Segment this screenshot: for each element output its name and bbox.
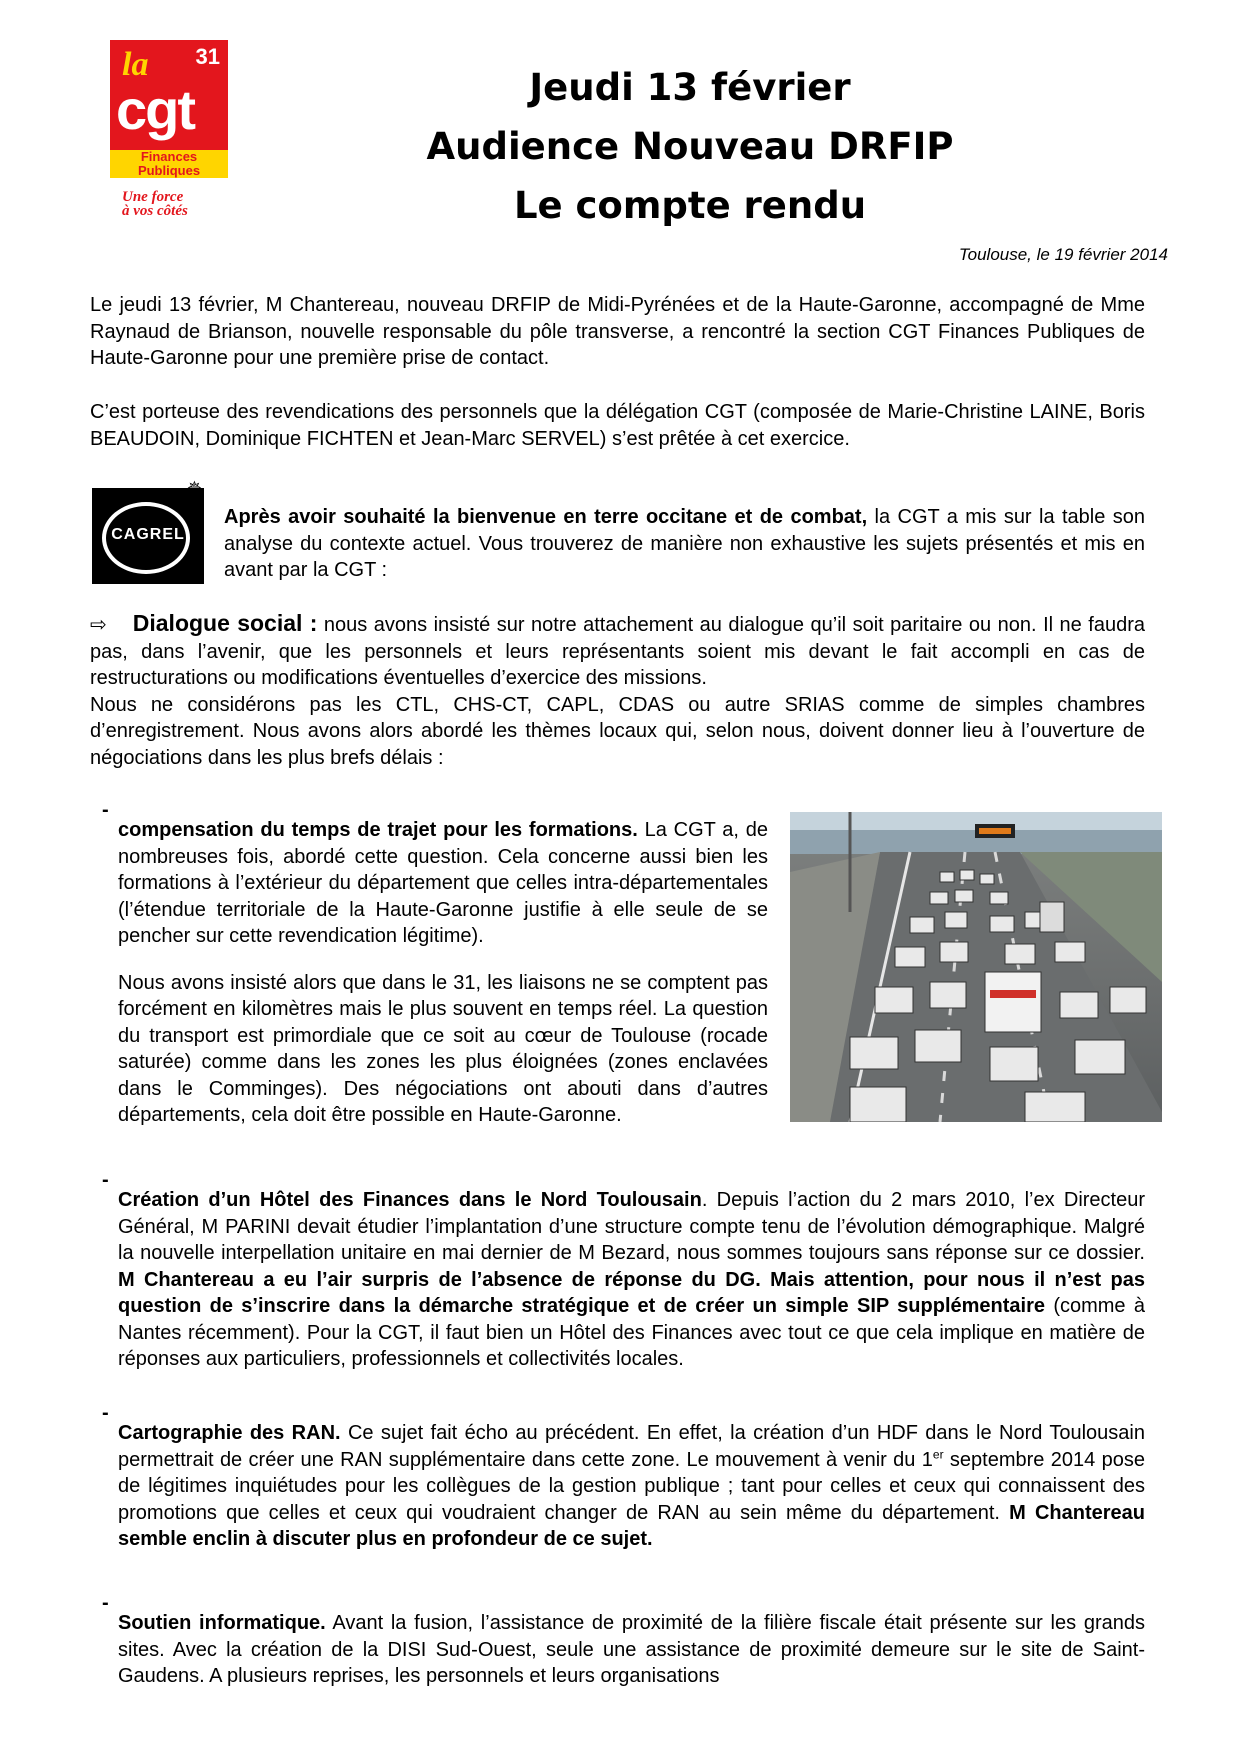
bullet-cartographie-ran xyxy=(102,1400,1146,1573)
bullet2-bold2: M Chantereau a eu l’air surpris de l’absence de réponse du DG. Mais attention, pour nous il n’est pas question de s’inscrire dans la démarche stratégique et de créer un simple SIP supplémentaire xyxy=(118,1268,1145,1317)
bullet4-text: Avant la fusion, l’assistance de proximité de la filière fiscale était présente sur les grands sites. Avec la création de la DISI Sud-Ouest, seule une assistance de proximité demeure sur le site de Saint-Gaudens. A plusieurs reprises, les personnels et leurs organisations xyxy=(118,1612,1145,1687)
cagrel-emblem xyxy=(92,478,204,584)
bullet2-text1: . Depuis l’action du 2 mars 2010, l’ex Directeur Général, M PARINI devait étudier l’implantation d’une structure compte tenu de l’évolution démographique. Malgré la nouvelle interpellation unitaire en mai dernier de M Bezard, nous sommes toujours sans réponse sur ce dossier. xyxy=(118,1189,1146,1264)
dialogue-social-section xyxy=(90,610,1145,771)
logo-la: la xyxy=(122,46,149,83)
bullet4-heading: Soutien informatique. xyxy=(118,1612,326,1634)
bullet-dash: - xyxy=(102,1402,109,1424)
tagline-line1: Une force xyxy=(122,189,184,205)
bullet1-heading: compensation du temps de trajet pour les formations. xyxy=(118,819,638,841)
dialogue-text-1: nous avons insisté sur notre attachement au dialogue qu’il soit paritaire ou non. Il ne faudra pas, dans l’avenir, que les personnels et leurs représentants soient mis devant le fait accompli en cas de restructurations ou modifications éventuelles d’exercice des missions. xyxy=(90,614,1145,689)
occitan-cross-icon: ✵ xyxy=(186,478,202,498)
title-line2: Audience Nouveau DRFIP xyxy=(426,125,954,168)
bullet2-heading: Création d’un Hôtel des Finances dans le Nord Toulousain xyxy=(118,1189,702,1211)
title-line1: Jeudi 13 février xyxy=(529,66,851,109)
logo-number: 31 xyxy=(195,44,220,69)
dialogue-heading: Dialogue social : xyxy=(132,610,318,636)
bullet-hotel-des-finances xyxy=(102,1167,1146,1393)
dateline: Toulouse, le 19 février 2014 xyxy=(958,245,1168,264)
bullet-dash: - xyxy=(102,1592,109,1614)
intro-paragraph-2: C’est porteuse des revendications des personnels que la délégation CGT (composée de Marie-Christine LAINE, Boris BEAUDOIN, Dominique FICHTEN et Jean-Marc SERVEL) s’est prêtée à cet exercice. xyxy=(90,401,1145,450)
logo-line1: Finances xyxy=(140,149,198,164)
logo-cgt: cgt xyxy=(116,78,194,141)
bullet-dash: - xyxy=(102,799,109,821)
welcome-bold: Après avoir souhaité la bienvenue en terre occitane et de combat, xyxy=(224,506,868,528)
page-title xyxy=(330,58,1050,235)
intro-paragraph-1: Le jeudi 13 février, M Chantereau, nouveau DRFIP de Midi-Pyrénées et de la Haute-Garonne, accompagné de Mme Raynaud de Brianson, nouvelle responsable du pôle transverse, a rencontré la section CGT Finances Publiques de Haute-Garonne pour une première prise de contact. xyxy=(90,294,1145,369)
title-line3: Le compte rendu xyxy=(513,184,867,227)
bullet3-text1: Ce sujet fait écho au précédent. En effet, la création d’un HDF dans le Nord Toulousain permettrait de créer une RAN supplémentaire dans cette zone. Le mouvement à venir du 1 xyxy=(118,1422,1145,1471)
cgt-logo xyxy=(110,40,228,178)
bullet2-text2: (comme à Nantes récemment). Pour la CGT, il faut bien un Hôtel des Finances avec tout ce que cela implique en matière de réponses aux particuliers, professionnels et collectivités locales. xyxy=(118,1295,1145,1370)
emblem-label: CAGREL xyxy=(111,526,185,543)
traffic-jam-illustration xyxy=(790,812,1162,1122)
dialogue-text-2: Nous ne considérons pas les CTL, CHS-CT, CAPL, CDAS ou autre SRIAS comme de simples chambres d’enregistrement. Nous avons alors abordé les thèmes locaux qui, selon nous, doivent donner lieu à l’ouverture de négociations dans les plus brefs délais : xyxy=(90,693,1145,769)
intro-paragraph-3 xyxy=(224,504,1145,584)
bullet-soutien-informatique xyxy=(102,1590,1145,1710)
bullet1-text2: Nous avons insisté alors que dans le 31, les liaisons ne se comptent pas forcément en kilomètres mais le plus souvent en temps réel. La question du transport est primordiale que ce soit au cœur de Toulouse (rocade saturée) comme dans les zones les plus éloignées (zones enclavées dans le Comminges). Des négociations ont abouti dans d’autres départements, cela doit être possible en Haute-Garonne. xyxy=(118,971,768,1126)
bullet3-heading: Cartographie des RAN. xyxy=(118,1422,341,1444)
bullet3-text2: septembre 2014 pose de légitimes inquiétudes pour les collègues de la gestion publique ; tant pour celles et ceux qui connaissent des promotions que celles et ceux qui voudraient changer de RAN au sein même du département. xyxy=(118,1448,1145,1524)
bullet-compensation xyxy=(102,797,768,1149)
logo-line2: Publiques xyxy=(137,163,201,178)
bullet3-bold2: M Chantereau semble enclin à discuter plus en profondeur de ce sujet. xyxy=(118,1501,1146,1550)
logo-tagline xyxy=(122,190,232,218)
logo-finances-publiques xyxy=(110,150,228,178)
bullet1-text1: La CGT a, de nombreuses fois, abordé cette question. Cela concerne aussi bien les formations à l’extérieur du département que celles intra-départementales (l’étendue territoriale de la Haute-Garonne justifie à elle seule de se pencher sur cette revendication légitime). xyxy=(118,819,768,947)
bullet-dash: - xyxy=(102,1169,109,1191)
welcome-rest: la CGT a mis sur la table son analyse du contexte actuel. Vous trouverez de manière non exhaustive les sujets présentés et mis en avant par la CGT : xyxy=(224,506,1145,581)
bullet3-sup: er xyxy=(932,1446,944,1461)
traffic-jam-photo xyxy=(790,812,1162,1122)
tagline-line2: à vos côtés xyxy=(122,203,188,219)
arrow-right-icon: ⇨ xyxy=(90,614,107,636)
